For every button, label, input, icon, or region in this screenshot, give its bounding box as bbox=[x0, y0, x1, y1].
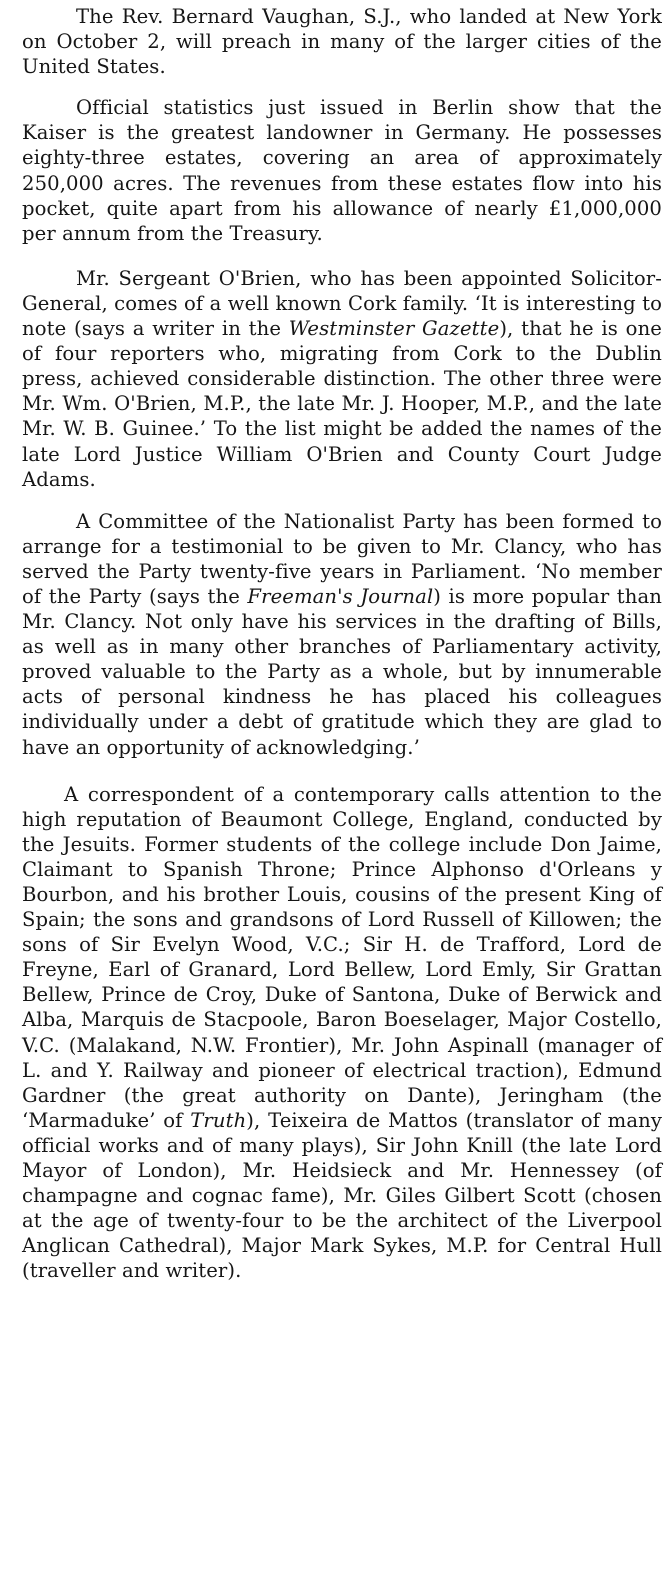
paragraph-text: A correspondent of a contemporary calls attention to the high reputation of Beaumont College, England, conducted by the Jesuits. Former students of the college include Don Jaime, Claimant to Spanish Throne; Prince Alphonso d'Orleans y Bourbon, and his brother Louis, cousins of the present King of Spain; the sons and grandsons of Lord Russell of Killowen; the sons of Sir Evelyn Wood, V.C.; Sir H. de Trafford, Lord de Freyne, Earl of Granard, Lord Bellew, Lord Emly, Sir Grattan Bellew, Prince de Croy, Duke of Santona, Duke of Berwick and Alba, Marquis de Stacpoole, Baron Boeselager, Major Costello, V.C. (Malakand, N.W. Frontier), Mr. John Aspinall (manager of L. and Y. Railway and pioneer of electrical traction), Edmund Gardner (the great authority on Dante), Jeringham (the ‘Marmaduke’ of bbox=[22, 782, 662, 1132]
paragraph-vaughan bbox=[22, 4, 662, 79]
paragraph-sergeant-obrien bbox=[22, 266, 662, 492]
article-column bbox=[22, 4, 662, 1284]
paragraph-clancy-testimonial bbox=[22, 509, 662, 760]
publication-title: Freeman's Journal bbox=[247, 584, 434, 608]
paragraph-text: A Committee of the Nationalist Party has been formed to arrange for a testimonial to be given to Mr. Clancy, who has served the Party twenty-five years in Parliament. ‘No member of the Party (says the bbox=[22, 509, 662, 608]
paragraph-text: ), Teixeira de Mattos (translator of many official works and of many plays), Sir John Knill (the late Lord Mayor of London), Mr. Heidsieck and Mr. Hennessey (of champagne and cognac fame), Mr. Giles Gilbert Scott (chosen at the age of twenty-four to be the architect of the Liverpool Anglican Cathedral), Major Mark Sykes, M.P. for Central Hull (traveller and writer). bbox=[22, 1108, 662, 1283]
paragraph-kaiser-estates bbox=[22, 95, 662, 246]
paragraph-text: Official statistics just issued in Berlin show that the Kaiser is the greatest landowner in Germany. He possesses eighty-three estates, covering an area of approximately 250,000 acres. The revenues from these estates flow into his pocket, quite apart from his allowance of nearly £1,000,000 per annum from the Treasury. bbox=[22, 96, 662, 245]
publication-title: Truth bbox=[190, 1108, 247, 1132]
paragraph-text: Mr. Sergeant O'Brien, who has been appointed Solicitor-General, comes of a well known Cork family. ‘It is interesting to note (says a writer in the bbox=[22, 266, 662, 341]
paragraph-text: ) is more popular than Mr. Clancy. Not only have his services in the drafting of Bills, as well as in many other branches of Parliamentary activity, proved valuable to the Party as a whole, but by innumerable acts of personal kindness he has placed his colleagues individually under a debt of gratitude which they are glad to have an opportunity of acknowledging.’ bbox=[22, 584, 663, 759]
paragraph-text: ), that he is one of four reporters who, migrating from Cork to the Dublin press, achieved considerable distinction. The other three were Mr. Wm. O'Brien, M.P., the late Mr. J. Hooper, M.P., and the late Mr. W. B. Guinee.’ To the list might be added the names of the late Lord Justice William O'Brien and County Court Judge Adams. bbox=[22, 317, 662, 491]
publication-title: Westminster Gazette bbox=[288, 317, 500, 341]
paragraph-beaumont-college bbox=[22, 782, 662, 1284]
paragraph-text: The Rev. Bernard Vaughan, S.J., who landed at New York on October 2, will preach in many of the larger cities of the United States. bbox=[22, 5, 662, 79]
